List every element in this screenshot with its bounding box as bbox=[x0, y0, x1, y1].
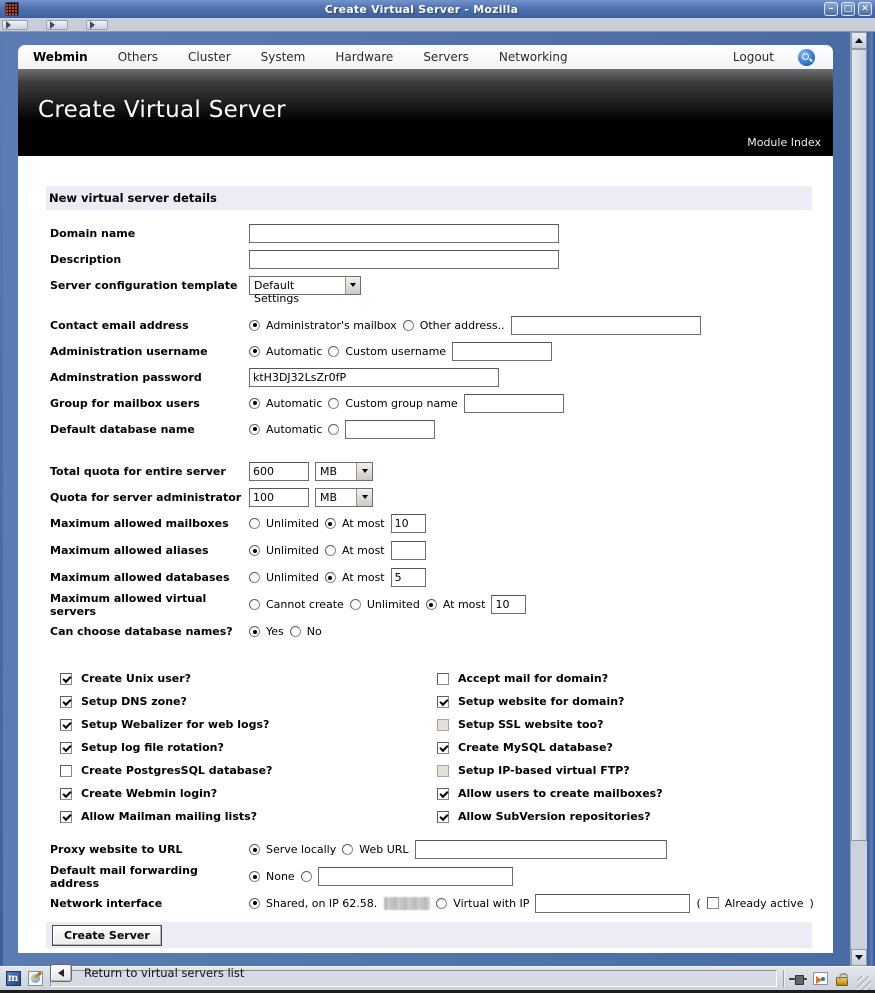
admin-password-input[interactable] bbox=[249, 368, 499, 387]
nav-item-others[interactable]: Others bbox=[117, 50, 159, 64]
feature-accept-mail: Accept mail for domain? bbox=[437, 667, 663, 690]
setup-dns-zone-checkbox[interactable] bbox=[60, 696, 72, 708]
select-arrow-icon[interactable] bbox=[356, 463, 372, 480]
select-arrow-icon[interactable] bbox=[356, 489, 372, 506]
window-title: Create Virtual Server - Mozilla bbox=[324, 2, 519, 16]
minimize-button[interactable]: – bbox=[824, 2, 838, 16]
search-icon[interactable] bbox=[798, 49, 815, 66]
template-select[interactable]: Default Settings bbox=[249, 276, 361, 295]
max-servers-input[interactable] bbox=[491, 595, 526, 614]
row-description: Description bbox=[46, 246, 812, 272]
forward-address-input[interactable] bbox=[318, 867, 513, 886]
select-arrow-icon[interactable] bbox=[345, 277, 360, 294]
row-max-databases: Maximum allowed databases Unlimited At most 5 bbox=[46, 564, 812, 591]
already-active-checkbox[interactable] bbox=[707, 897, 719, 909]
mailboxes-atmost-radio[interactable] bbox=[325, 518, 336, 529]
row-max-aliases: Maximum allowed aliases Unlimited At most bbox=[46, 537, 812, 564]
virtual-ip-input[interactable] bbox=[535, 894, 690, 913]
create-unix-user-checkbox[interactable] bbox=[60, 673, 72, 685]
feature-subversion: Allow SubVersion repositories? bbox=[437, 805, 663, 828]
scroll-down-icon[interactable] bbox=[851, 949, 867, 966]
network-shared-radio[interactable] bbox=[249, 898, 260, 909]
db-automatic-radio[interactable] bbox=[249, 424, 260, 435]
feature-mysql: Create MySQL database? bbox=[437, 736, 663, 759]
feature-setup-website: Setup website for domain? bbox=[437, 690, 663, 713]
mailman-checkbox[interactable] bbox=[60, 811, 72, 823]
servers-unlimited-radio[interactable] bbox=[350, 599, 361, 610]
feature-user-mailboxes: Allow users to create mailboxes? bbox=[437, 782, 663, 805]
mozilla-navigator-icon[interactable]: m bbox=[4, 970, 22, 988]
row-default-database: Default database name Automatic bbox=[46, 416, 812, 442]
module-index-link[interactable]: Module Index bbox=[747, 136, 821, 149]
row-domain-name: Domain name bbox=[46, 220, 812, 246]
max-aliases-input[interactable] bbox=[391, 541, 426, 560]
servers-cannot-create-radio[interactable] bbox=[249, 599, 260, 610]
setup-webalizer-checkbox[interactable] bbox=[60, 719, 72, 731]
custom-database-input[interactable] bbox=[345, 420, 435, 439]
feature-setup-webalizer: Setup Webalizer for web logs? bbox=[60, 713, 423, 736]
form-body bbox=[18, 156, 833, 980]
ip-ftp-checkbox[interactable] bbox=[437, 765, 449, 777]
mysql-checkbox[interactable] bbox=[437, 742, 449, 754]
nav-item-servers[interactable]: Servers bbox=[423, 50, 469, 64]
row-contact-email: Contact email address Administrator's mailbox Other address.. bbox=[46, 312, 812, 338]
contact-other-address-radio[interactable] bbox=[403, 320, 414, 331]
toolbar-grippy[interactable] bbox=[46, 20, 68, 30]
page-header bbox=[18, 69, 833, 156]
db-custom-radio[interactable] bbox=[328, 424, 339, 435]
return-link[interactable]: Return to virtual servers list bbox=[84, 966, 245, 980]
description-input[interactable] bbox=[249, 250, 559, 269]
admin-quota-input[interactable] bbox=[249, 488, 309, 507]
setup-website-checkbox[interactable] bbox=[437, 696, 449, 708]
group-custom-radio[interactable] bbox=[328, 398, 339, 409]
row-mailbox-group: Group for mailbox users Automatic Custom group name bbox=[46, 390, 812, 416]
choose-db-yes-radio[interactable] bbox=[249, 626, 260, 637]
feature-postgresql: Create PostgresSQL database? bbox=[60, 759, 423, 782]
row-admin-quota: Quota for server administrator 100 MB bbox=[46, 484, 812, 510]
vertical-scrollbar[interactable] bbox=[850, 32, 867, 966]
create-server-button[interactable]: Create Server bbox=[52, 925, 162, 946]
section-header: New virtual server details bbox=[46, 186, 812, 210]
accept-mail-checkbox[interactable] bbox=[437, 673, 449, 685]
return-row bbox=[46, 964, 812, 982]
nav-item-networking[interactable]: Networking bbox=[498, 50, 568, 64]
security-lock-icon[interactable] bbox=[833, 970, 851, 988]
toolbar-grippy[interactable] bbox=[2, 20, 28, 30]
choose-db-no-radio[interactable] bbox=[290, 626, 301, 637]
username-custom-radio[interactable] bbox=[328, 346, 339, 357]
scroll-up-icon[interactable] bbox=[851, 32, 867, 49]
nav-item-cluster[interactable]: Cluster bbox=[188, 50, 231, 64]
nav-item-webmin[interactable]: Webmin bbox=[33, 50, 88, 64]
other-address-input[interactable] bbox=[511, 316, 701, 335]
domain-name-input[interactable] bbox=[249, 224, 559, 243]
proxy-url-input[interactable] bbox=[415, 840, 667, 859]
row-template: Server configuration template Default Settings bbox=[46, 272, 812, 298]
feature-mailman: Allow Mailman mailing lists? bbox=[60, 805, 423, 828]
component-icon[interactable] bbox=[811, 970, 829, 988]
scrollbar-thumb[interactable] bbox=[851, 49, 867, 841]
page-viewport bbox=[3, 32, 850, 980]
databases-atmost-radio[interactable] bbox=[325, 572, 336, 583]
group-automatic-radio[interactable] bbox=[249, 398, 260, 409]
max-databases-input[interactable] bbox=[391, 568, 426, 587]
submit-row bbox=[46, 922, 812, 948]
composer-icon[interactable] bbox=[26, 970, 44, 988]
row-mail-forwarding: Default mail forwarding address None bbox=[46, 863, 812, 890]
servers-atmost-radio[interactable] bbox=[426, 599, 437, 610]
user-mailboxes-checkbox[interactable] bbox=[437, 788, 449, 800]
aliases-atmost-radio[interactable] bbox=[325, 545, 336, 556]
row-choose-db-names: Can choose database names? Yes No bbox=[50, 625, 322, 638]
contact-admin-mailbox-radio[interactable] bbox=[249, 320, 260, 331]
row-admin-password: Adminstration password ktH3DJ32LsZr0fP bbox=[46, 364, 812, 390]
back-arrow-icon[interactable] bbox=[50, 964, 72, 982]
databases-unlimited-radio[interactable] bbox=[249, 572, 260, 583]
aliases-unlimited-radio[interactable] bbox=[249, 545, 260, 556]
custom-username-input[interactable] bbox=[452, 342, 552, 361]
network-virtual-radio[interactable] bbox=[436, 898, 447, 909]
maximize-button[interactable]: □ bbox=[841, 2, 855, 16]
window-frame-right bbox=[867, 32, 875, 966]
mailboxes-unlimited-radio[interactable] bbox=[249, 518, 260, 529]
webmin-navbar bbox=[18, 45, 833, 69]
feature-ip-ftp: Setup IP-based virtual FTP? bbox=[437, 759, 663, 782]
feature-webmin-login: Create Webmin login? bbox=[60, 782, 423, 805]
window-titlebar[interactable] bbox=[0, 0, 875, 18]
redacted-ip bbox=[384, 897, 430, 910]
row-max-mailboxes: Maximum allowed mailboxes Unlimited At most 10 bbox=[46, 510, 812, 537]
row-max-virtual-servers: Maximum allowed virtual servers Cannot create Unlimited At most 10 bbox=[46, 591, 812, 618]
total-quota-unit-select[interactable]: MB bbox=[315, 462, 373, 481]
row-total-quota: Total quota for entire server 600 MB bbox=[46, 458, 812, 484]
feature-checkboxes bbox=[46, 667, 812, 828]
toolbar-grippy[interactable] bbox=[86, 20, 108, 30]
postgresql-checkbox[interactable] bbox=[60, 765, 72, 777]
forward-address-radio[interactable] bbox=[301, 871, 312, 882]
feature-ssl-website: Setup SSL website too? bbox=[437, 713, 663, 736]
custom-group-input[interactable] bbox=[464, 394, 564, 413]
resize-grip[interactable] bbox=[857, 976, 871, 990]
forward-none-radio[interactable] bbox=[249, 871, 260, 882]
nav-item-hardware[interactable]: Hardware bbox=[335, 50, 394, 64]
admin-quota-unit-select[interactable]: MB bbox=[315, 488, 373, 507]
collapsed-toolbars bbox=[0, 18, 875, 32]
max-mailboxes-input[interactable] bbox=[391, 514, 426, 533]
page-title: Create Virtual Server bbox=[38, 97, 286, 123]
subversion-checkbox[interactable] bbox=[437, 811, 449, 823]
ssl-website-checkbox[interactable] bbox=[437, 719, 449, 731]
log-rotation-checkbox[interactable] bbox=[60, 742, 72, 754]
feature-create-unix-user: Create Unix user? bbox=[60, 667, 423, 690]
close-button[interactable]: ✕ bbox=[858, 2, 872, 16]
mozilla-window-icon bbox=[5, 2, 19, 16]
proxy-web-url-radio[interactable] bbox=[342, 844, 353, 855]
scrollbar-track[interactable] bbox=[851, 49, 867, 949]
logout-link[interactable]: Logout bbox=[732, 50, 774, 64]
nav-item-system[interactable]: System bbox=[260, 50, 306, 64]
row-admin-username: Administration username Automatic Custom username bbox=[46, 338, 812, 364]
proxy-serve-locally-radio[interactable] bbox=[249, 844, 260, 855]
row-proxy-url: Proxy website to URL Serve locally Web URL bbox=[46, 836, 812, 863]
webmin-login-checkbox[interactable] bbox=[60, 788, 72, 800]
feature-setup-dns-zone: Setup DNS zone? bbox=[60, 690, 423, 713]
row-network-interface: Network interface Shared, on IP 62.58. Virtual with IP ( Already active ) bbox=[46, 890, 812, 916]
username-automatic-radio[interactable] bbox=[249, 346, 260, 357]
total-quota-input[interactable] bbox=[249, 462, 309, 481]
feature-log-rotation: Setup log file rotation? bbox=[60, 736, 423, 759]
